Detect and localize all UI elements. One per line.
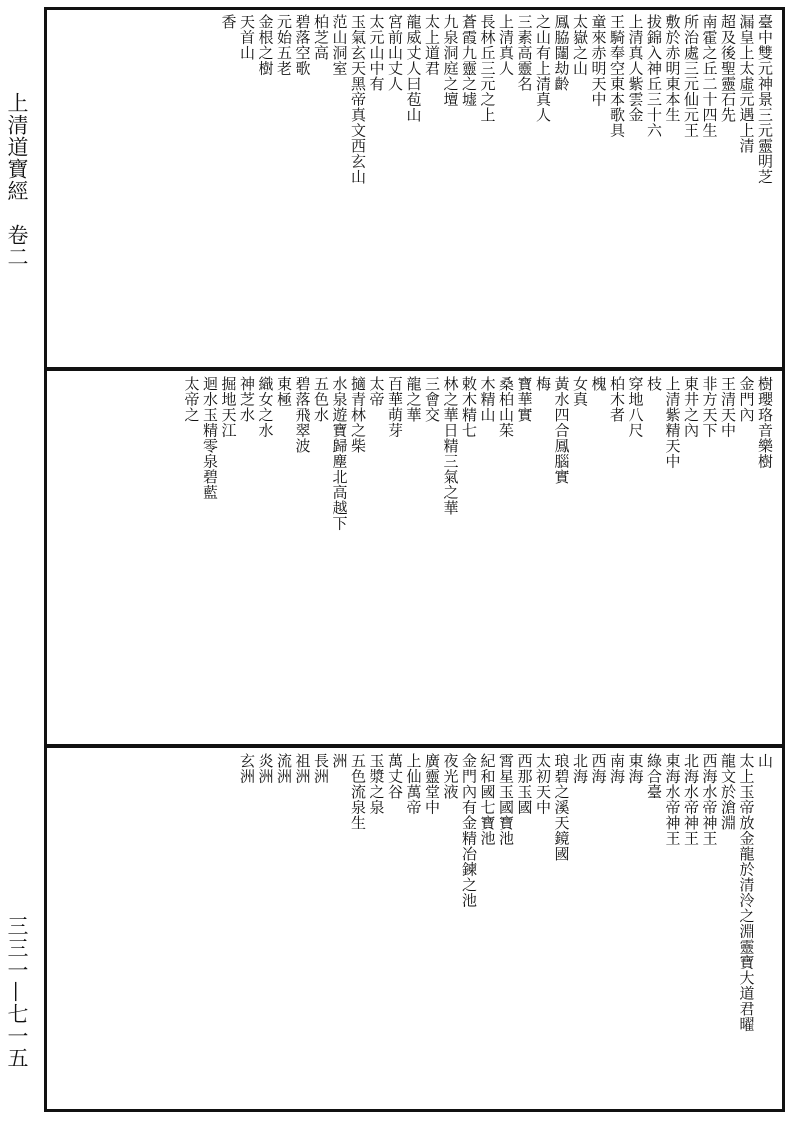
text-panel-top bbox=[47, 10, 782, 367]
panel-divider bbox=[44, 744, 785, 748]
text-panel-middle bbox=[47, 372, 782, 744]
panel-divider bbox=[44, 367, 785, 371]
text-panel-bottom bbox=[47, 749, 782, 1109]
panel-text: 山 太上玉帝放金龍於清泠之淵靈寶大道君曜 龍文於滄淵 西海水帝神王 北海水帝神王 東海水帝神王 綠合臺 東海 南海 西海 北海 琅碧之溪天鏡國 太初天中 西那玉國 霄星玉國寶池 紀和國七寶池 金門內有金精冶鍊之池 夜光液 廣靈堂中 上仙萬帝 萬丈谷 玉漿之泉 五色流泉生 洲 長洲 祖洲 流洲 炎洲 玄洲 bbox=[238, 753, 774, 1032]
side-title: 上清道寶經 卷二 bbox=[5, 92, 29, 268]
side-page-number: 三三一—七一五 bbox=[5, 915, 29, 1069]
panel-text: 樹瓔珞音樂樹 金門內 王清天中 非方天下 東井之內 上清紫精天中 枝 穿地八尺 柏木者 槐 女真 黃水四合鳳腦實 梅 寶華實 桑柏山茱 木精山 敕木精七 林之華日精三氣之華 三會交 龍之華 百華萌芽 太帝 擿青林之柴 水泉遊寶歸塵北高越下 五色水 碧落飛翠波 東極 織女之水 神芝水 掘地天江 迴水玉精零泉碧藍 太帝之 bbox=[182, 376, 774, 531]
panel-text: 臺中雙元神景三元靈明芝 漏皇上太虛元遇上清 超及後聖靈石先 南霍之丘二十四生 所治處三元仙元王 敷於赤明東本生 拔錦入神丘三十六 上清真人紫雲金 王騎奉空東本歌具 童來赤明天中 太嶽之山 鳳脇闥劫齡 之山有上清真人 三素高靈名 上清真人 長林丘三元之上 蒼霞九靈之墟 九泉洞庭之壇 太上道君 龍威丈人曰苞山 宮前山丈人 太元山中有 玉氣玄天黑帝真文西玄山 范山洞室 柏芝高 碧落空歌 元始五老 金根之樹 天首山 香 bbox=[219, 14, 774, 185]
